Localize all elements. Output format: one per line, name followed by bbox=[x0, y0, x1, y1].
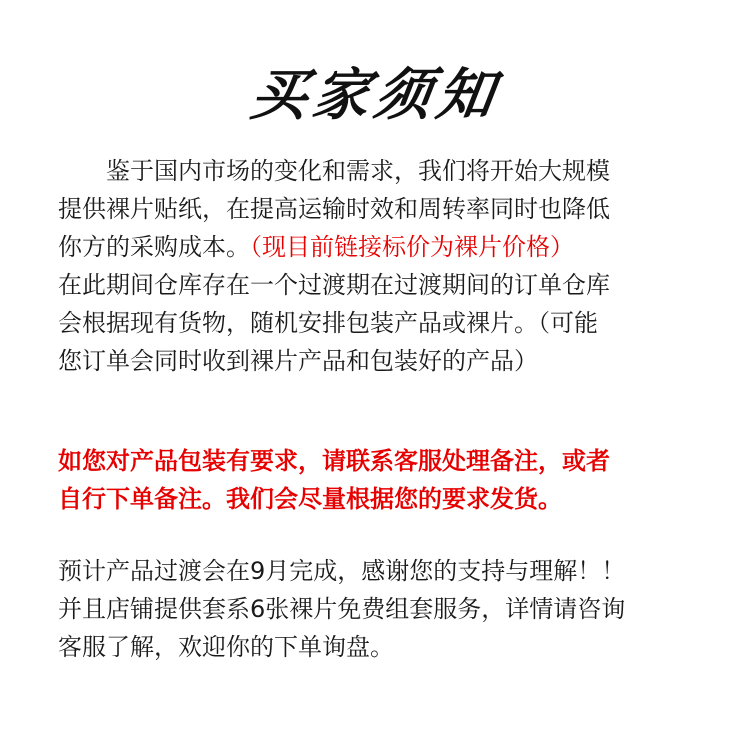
closing-line-1: 预计产品过渡会在9月完成，感谢您的支持与理解！！ bbox=[58, 557, 626, 585]
intro-line-4: 在此期间仓库存在一个过渡期在过渡期间的订单仓库 bbox=[58, 271, 610, 299]
page-title: 买家须知 bbox=[246, 63, 504, 128]
intro-paragraph bbox=[58, 152, 698, 380]
price-note: （现目前链接标价为裸片价格） bbox=[250, 233, 574, 261]
closing-paragraph bbox=[58, 552, 698, 666]
notice-line-1: 如您对产品包装有要求，请联系客服处理备注，或者 bbox=[58, 447, 610, 475]
intro-line-5: 会根据现有货物，随机安排包装产品或裸片。（可能 bbox=[58, 309, 598, 337]
packaging-notice bbox=[58, 442, 698, 518]
notice-line-2: 自行下单备注。我们会尽量根据您的要求发货。 bbox=[58, 485, 562, 513]
intro-line-2: 提供裸片贴纸，在提高运输时效和周转率同时也降低 bbox=[58, 195, 610, 223]
intro-line-3 bbox=[58, 228, 698, 266]
closing-line-3: 客服了解，欢迎你的下单询盘。 bbox=[58, 633, 394, 661]
intro-line-6: 您订单会同时收到裸片产品和包装好的产品） bbox=[58, 347, 538, 375]
intro-line-1: 鉴于国内市场的变化和需求，我们将开始大规模 bbox=[106, 157, 610, 185]
intro-line-3-text: 你方的采购成本。 bbox=[58, 233, 250, 261]
closing-line-2: 并且店铺提供套系6张裸片免费组套服务，详情请咨询 bbox=[58, 595, 626, 623]
